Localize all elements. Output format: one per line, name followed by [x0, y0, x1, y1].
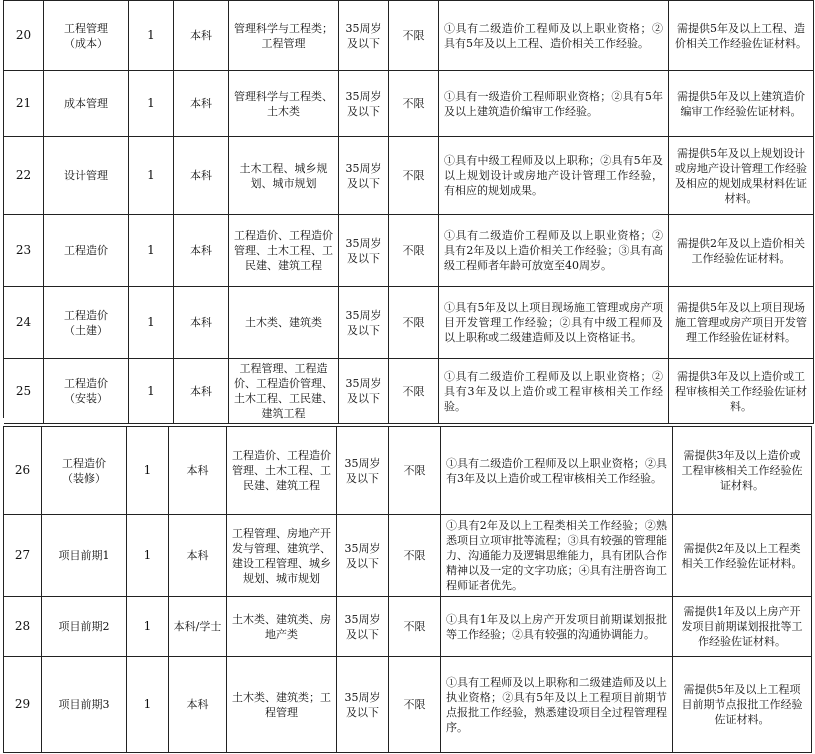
table-row — [4, 71, 814, 137]
row-number: 26 — [4, 427, 42, 515]
gender: 不限 — [389, 515, 441, 597]
education: 本科 — [169, 515, 227, 597]
position-name: 成本管理 — [44, 71, 129, 137]
headcount: 1 — [129, 215, 174, 287]
education: 本科 — [174, 287, 229, 359]
position-name: 设计管理 — [44, 137, 129, 215]
age-limit: 35周岁及以下 — [337, 515, 389, 597]
gender: 不限 — [389, 215, 439, 287]
row-number: 23 — [4, 215, 44, 287]
gender: 不限 — [389, 1, 439, 71]
row-number: 29 — [4, 657, 42, 753]
notes: 需提供2年及以上工程类相关工作经验佐证材料。 — [673, 515, 812, 597]
requirements: ①具有二级造价工程师及以上职业资格；②具有3年及以上造价或工程审核相关工作经验。 — [439, 359, 669, 424]
table-row — [4, 137, 814, 215]
age-limit: 35周岁及以下 — [339, 71, 389, 137]
notes: 需提供2年及以上造价相关工作经验佐证材料。 — [669, 215, 814, 287]
row-number: 21 — [4, 71, 44, 137]
major: 工程管理、工程造价、工程造价管理、土木工程、工民建、建筑工程 — [229, 359, 339, 424]
table-row — [4, 1, 814, 71]
age-limit: 35周岁及以下 — [339, 137, 389, 215]
requirements: ①具有2年及以上工程类相关工作经验；②熟悉项目立项审批等流程；③具有较强的管理能力、沟通能力及逻辑思维能力，具有团队合作精神以及一定的文字功底；④具有注册咨询工程师证者优先。 — [441, 515, 673, 597]
age-limit: 35周岁及以下 — [339, 359, 389, 424]
notes: 需提供5年及以上工程项目前期节点报批工作经验佐证材料。 — [673, 657, 812, 753]
major: 工程造价、工程造价管理、土木工程、工民建、建筑工程 — [229, 215, 339, 287]
gender: 不限 — [389, 137, 439, 215]
gender: 不限 — [389, 657, 441, 753]
requirements: ①具有1年及以上房产开发项目前期谋划报批等工作经验；②具有较强的沟通协调能力。 — [441, 597, 673, 657]
major: 管理科学与工程类、土木类 — [229, 71, 339, 137]
education: 本科 — [169, 427, 227, 515]
table-row — [4, 597, 812, 657]
major: 土木类、建筑类 — [229, 287, 339, 359]
education: 本科 — [174, 71, 229, 137]
requirements: ①具有一级造价工程师职业资格；②具有5年及以上建筑造价编审工作经验。 — [439, 71, 669, 137]
notes: 需提供3年及以上造价或工程审核相关工作经验佐证材料。 — [669, 359, 814, 424]
education: 本科 — [174, 137, 229, 215]
major: 工程管理、房地产开发与管理、建筑学、建设工程管理、城乡规划、城市规划 — [227, 515, 337, 597]
position-name: 工程造价 （安装） — [44, 359, 129, 424]
table-row — [4, 657, 812, 753]
row-number: 27 — [4, 515, 42, 597]
notes: 需提供3年及以上造价或工程审核相关工作经验佐证材料。 — [673, 427, 812, 515]
education: 本科 — [169, 657, 227, 753]
position-name: 工程造价 — [44, 215, 129, 287]
table-row — [4, 215, 814, 287]
recruitment-table-bottom — [3, 426, 812, 753]
requirements: ①具有工程师及以上职称和二级建造师及以上执业资格；②具有5年及以上工程项目前期节点报批工作经验，熟悉建设项目全过程管理程序。 — [441, 657, 673, 753]
education: 本科 — [174, 359, 229, 424]
row-number: 20 — [4, 1, 44, 71]
age-limit: 35周岁及以下 — [339, 287, 389, 359]
education: 本科 — [174, 215, 229, 287]
major: 工程造价、工程造价管理、土木工程、工民建、建筑工程 — [227, 427, 337, 515]
notes: 需提供1年及以上房产开发项目前期谋划报批等工作经验佐证材料。 — [673, 597, 812, 657]
headcount: 1 — [129, 71, 174, 137]
age-limit: 35周岁及以下 — [337, 657, 389, 753]
headcount: 1 — [129, 359, 174, 424]
education: 本科/学士 — [169, 597, 227, 657]
requirements: ①具有二级造价工程师及以上职业资格；②具有3年及以上造价或工程审核相关工作经验。 — [441, 427, 673, 515]
position-name: 工程管理 （成本） — [44, 1, 129, 71]
recruitment-table-top — [3, 0, 814, 424]
gender: 不限 — [389, 71, 439, 137]
row-number: 28 — [4, 597, 42, 657]
notes: 需提供5年及以上规划设计或房地产设计管理工作经验及相应的规划成果材料佐证材料。 — [669, 137, 814, 215]
headcount: 1 — [129, 287, 174, 359]
gender: 不限 — [389, 287, 439, 359]
row-number: 25 — [4, 359, 44, 424]
requirements: ①具有二级造价工程师及以上职业资格；②具有2年及以上造价相关工作经验；③具有高级工程师者年龄可放宽至40周岁。 — [439, 215, 669, 287]
headcount: 1 — [127, 597, 169, 657]
headcount: 1 — [127, 515, 169, 597]
gender: 不限 — [389, 359, 439, 424]
age-limit: 35周岁及以下 — [339, 215, 389, 287]
position-name: 项目前期3 — [42, 657, 127, 753]
position-name: 工程造价 （装修） — [42, 427, 127, 515]
position-name: 项目前期2 — [42, 597, 127, 657]
major: 土木工程、城乡规划、城市规划 — [229, 137, 339, 215]
age-limit: 35周岁及以下 — [339, 1, 389, 71]
headcount: 1 — [129, 137, 174, 215]
row-number: 24 — [4, 287, 44, 359]
age-limit: 35周岁及以下 — [337, 597, 389, 657]
table-row — [4, 359, 814, 424]
notes: 需提供5年及以上建筑造价编审工作经验佐证材料。 — [669, 71, 814, 137]
table-row — [4, 427, 812, 515]
requirements: ①具有中级工程师及以上职称；②具有5年及以上规划设计或房地产设计管理工作经验，有相应的规划成果。 — [439, 137, 669, 215]
education: 本科 — [174, 1, 229, 71]
position-name: 工程造价 （土建） — [44, 287, 129, 359]
position-name: 项目前期1 — [42, 515, 127, 597]
notes: 需提供5年及以上项目现场施工管理或房产项目开发管理工作经验佐证材料。 — [669, 287, 814, 359]
requirements: ①具有5年及以上项目现场施工管理或房产项目开发管理工作经验；②具有中级工程师及以上职称或二级建造师及以上资格证书。 — [439, 287, 669, 359]
row-number: 22 — [4, 137, 44, 215]
gender: 不限 — [389, 427, 441, 515]
table-row — [4, 287, 814, 359]
major: 管理科学与工程类；工程管理 — [229, 1, 339, 71]
requirements: ①具有二级造价工程师及以上职业资格；②具有5年及以上工程、造价相关工作经验。 — [439, 1, 669, 71]
headcount: 1 — [127, 657, 169, 753]
major: 土木类、建筑类、房地产类 — [227, 597, 337, 657]
headcount: 1 — [127, 427, 169, 515]
age-limit: 35周岁及以下 — [337, 427, 389, 515]
notes: 需提供5年及以上工程、造价相关工作经验佐证材料。 — [669, 1, 814, 71]
major: 土木类、建筑类；工程管理 — [227, 657, 337, 753]
table-row — [4, 515, 812, 597]
gender: 不限 — [389, 597, 441, 657]
headcount: 1 — [129, 1, 174, 71]
